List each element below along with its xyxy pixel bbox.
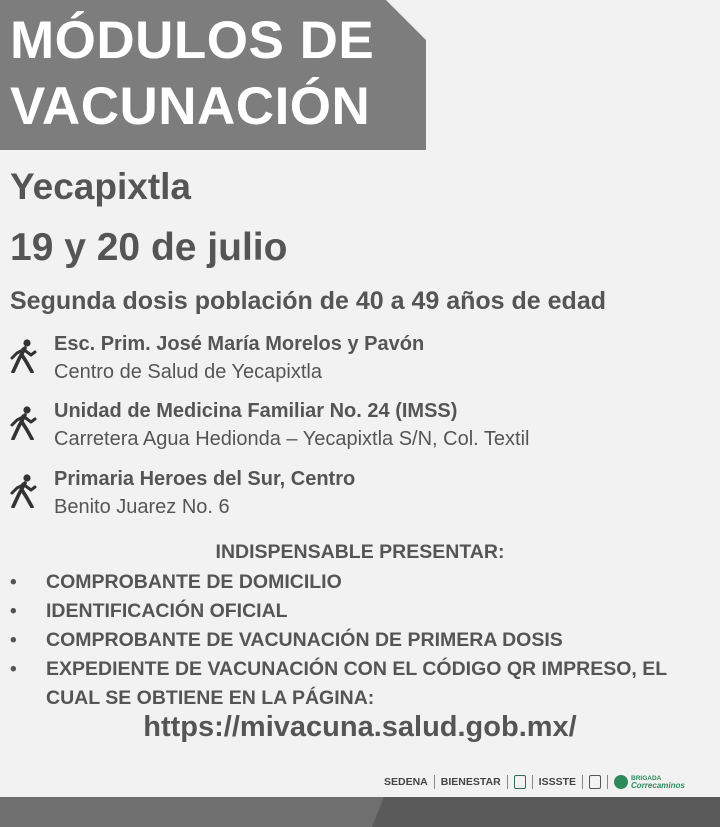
brigada-icon	[614, 775, 628, 789]
walking-person-icon	[8, 406, 38, 440]
list-item	[10, 655, 710, 713]
bienestar-logo: BIENESTAR	[440, 776, 501, 788]
page-title	[10, 8, 374, 140]
correcaminos-label: Correcaminos	[631, 781, 685, 790]
requirements-list	[10, 568, 710, 713]
event-dates: 19 y 20 de julio	[10, 226, 288, 269]
location-address: Carretera Agua Hedionda – Yecapixtla S/N, Col. Textil	[54, 428, 530, 450]
bullet-icon: •	[10, 572, 17, 593]
list-item	[10, 626, 710, 655]
walking-person-icon	[8, 474, 38, 508]
location-address: Benito Juarez No. 6	[54, 496, 230, 518]
requirement-text: COMPROBANTE DE VACUNACIÓN DE PRIMERA DOSIS	[46, 629, 563, 651]
walking-person-icon	[8, 339, 38, 373]
footer-bar-accent	[372, 797, 720, 827]
location-name: Esc. Prim. José María Morelos y Pavón	[54, 333, 425, 355]
brigada-label: BRIGADA	[631, 775, 662, 782]
title-line-2: VACUNACIÓN	[10, 77, 371, 136]
requirement-text: COMPROBANTE DE DOMICILIO	[46, 571, 342, 593]
dose-subtitle: Segunda dosis población de 40 a 49 años de edad	[10, 287, 606, 315]
vaccine-url-link[interactable]: https://mivacuna.salud.gob.mx/	[143, 711, 577, 743]
logo-divider	[582, 775, 583, 789]
bullet-icon: •	[10, 601, 17, 622]
logo-divider	[607, 775, 608, 789]
list-item	[10, 597, 710, 626]
brigada-logo	[614, 775, 685, 789]
bullet-icon: •	[10, 659, 17, 680]
logo-divider	[507, 775, 508, 789]
location-name: Primaria Heroes del Sur, Centro	[54, 468, 356, 490]
logo-divider	[434, 775, 435, 789]
logo-divider	[532, 775, 533, 789]
sponsor-logos	[384, 770, 685, 794]
imss-logo-icon	[514, 775, 526, 789]
location-address: Centro de Salud de Yecapixtla	[54, 361, 322, 383]
city-name: Yecapixtla	[10, 166, 192, 207]
list-item	[10, 568, 710, 597]
issste-logo: ISSSTE	[538, 776, 577, 788]
sedena-logo: SEDENA	[384, 776, 428, 788]
location-name: Unidad de Medicina Familiar No. 24 (IMSS)	[54, 400, 458, 422]
requirements-title: INDISPENSABLE PRESENTAR:	[215, 541, 505, 563]
title-line-1: MÓDULOS DE	[10, 11, 375, 70]
government-seal-icon	[589, 775, 601, 789]
bullet-icon: •	[10, 630, 17, 651]
requirement-text: EXPEDIENTE DE VACUNACIÓN CON EL CÓDIGO QR IMPRESO, EL CUAL SE OBTIENE EN LA PÁGINA:	[46, 658, 667, 709]
requirement-text: IDENTIFICACIÓN OFICIAL	[46, 600, 288, 622]
